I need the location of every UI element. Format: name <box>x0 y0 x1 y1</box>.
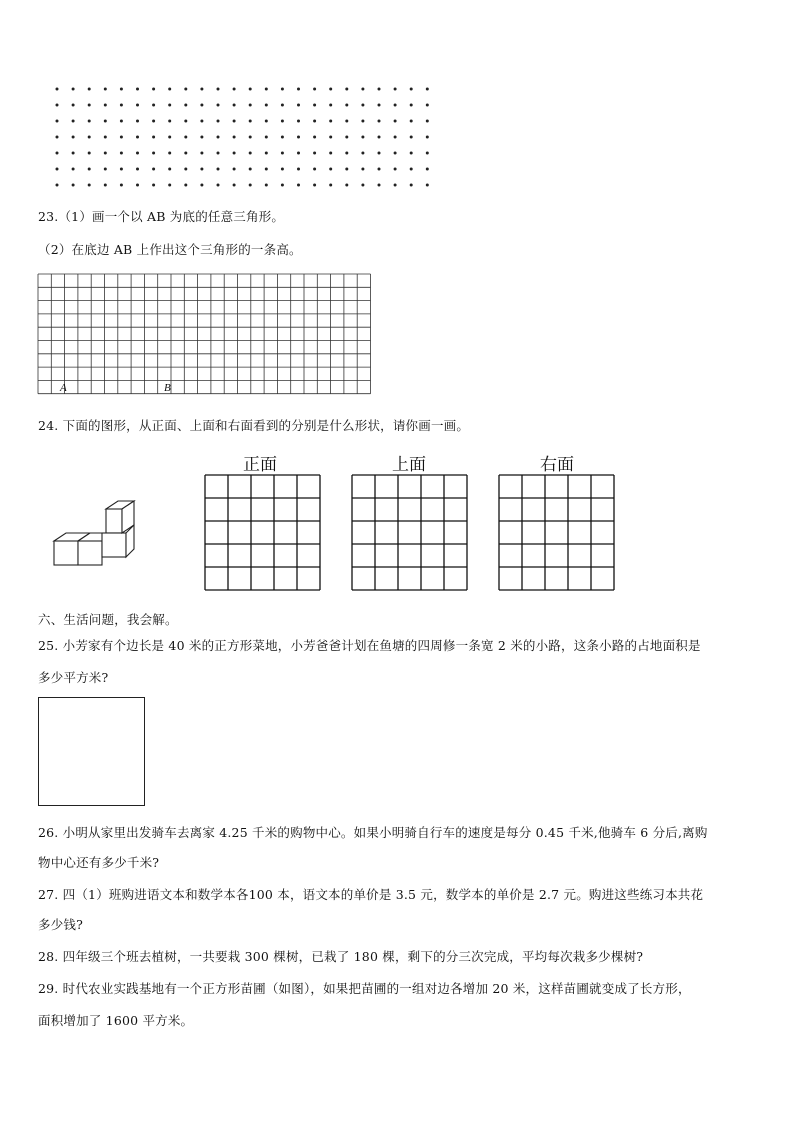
grid-dot <box>200 88 203 91</box>
grid-dot <box>72 168 75 171</box>
grid-dot <box>313 136 316 139</box>
grid-dot <box>378 88 381 91</box>
grid-dot <box>168 152 171 155</box>
grid-dot <box>233 104 236 107</box>
grid-dot <box>152 152 155 155</box>
grid-dot <box>104 88 107 91</box>
grid-dot <box>152 136 155 139</box>
grid-dot <box>329 152 332 155</box>
view-top-title: 上面 <box>392 455 426 475</box>
front-view-grid <box>204 474 321 592</box>
grid-dot <box>88 184 91 187</box>
grid-dot <box>361 152 364 155</box>
grid-dot <box>120 136 123 139</box>
grid-dot <box>88 168 91 171</box>
grid-dot <box>426 168 429 171</box>
grid-dot <box>410 168 413 171</box>
grid-dot <box>313 152 316 155</box>
grid-dot <box>378 104 381 107</box>
grid-dot <box>345 136 348 139</box>
grid-dot <box>265 168 268 171</box>
grid-dot <box>426 136 429 139</box>
grid-dot <box>104 120 107 123</box>
grid-dot <box>200 184 203 187</box>
grid-dot <box>152 104 155 107</box>
grid-dot <box>200 104 203 107</box>
grid-dot <box>394 88 397 91</box>
grid-dot <box>329 88 332 91</box>
grid-dot <box>56 168 59 171</box>
grid-dot <box>329 136 332 139</box>
grid-dot <box>249 88 252 91</box>
grid-dot <box>56 184 59 187</box>
grid-dot <box>410 152 413 155</box>
q26-line1: 26. 小明从家里出发骑车去离家 4.25 千米的购物中心。如果小明骑自行车的速度是每分 0.45 千米,他骑车 6 分后,离购 <box>38 825 708 840</box>
grid-dot <box>361 120 364 123</box>
grid-dot <box>410 88 413 91</box>
q23-line2: （2）在底边 AB 上作出这个三角形的一条高。 <box>38 242 302 257</box>
q25-line1: 25. 小芳家有个边长是 40 米的正方形菜地，小芳爸爸计划在鱼塘的四周修一条宽 2 米的小路，这条小路的占地面积是 <box>38 638 701 653</box>
grid-dot <box>345 104 348 107</box>
grid-dot <box>249 120 252 123</box>
grid-dot <box>152 184 155 187</box>
grid-dot <box>249 152 252 155</box>
grid-dot <box>136 120 139 123</box>
grid-dot <box>249 104 252 107</box>
grid-dot <box>217 120 220 123</box>
grid-dot <box>168 104 171 107</box>
grid-dot <box>329 168 332 171</box>
grid-point-a-label: A <box>60 382 67 394</box>
grid-dot <box>313 88 316 91</box>
grid-dot <box>313 184 316 187</box>
grid-dot <box>104 136 107 139</box>
grid-dot <box>394 168 397 171</box>
square-grid <box>38 274 374 398</box>
grid-dot <box>120 88 123 91</box>
grid-dot <box>72 88 75 91</box>
grid-dot <box>345 168 348 171</box>
grid-dot <box>152 120 155 123</box>
grid-dot <box>217 152 220 155</box>
grid-dot <box>120 184 123 187</box>
grid-dot <box>249 136 252 139</box>
grid-dot <box>265 88 268 91</box>
grid-dot <box>120 168 123 171</box>
grid-dot <box>361 104 364 107</box>
q26-line2: 物中心还有多少千米? <box>38 855 160 870</box>
grid-dot <box>378 120 381 123</box>
grid-dot <box>313 104 316 107</box>
grid-dot <box>72 120 75 123</box>
grid-dot <box>394 136 397 139</box>
grid-dot <box>426 104 429 107</box>
grid-dot <box>136 136 139 139</box>
grid-dot <box>345 184 348 187</box>
grid-dot <box>281 184 284 187</box>
grid-dot <box>233 88 236 91</box>
grid-dot <box>378 152 381 155</box>
grid-dot <box>168 136 171 139</box>
grid-dot <box>217 88 220 91</box>
grid-dot <box>345 120 348 123</box>
grid-dot <box>410 136 413 139</box>
grid-dot <box>313 168 316 171</box>
grid-point-b-label: B <box>164 382 171 394</box>
q29-line2: 面积增加了 1600 平方米。 <box>38 1013 194 1028</box>
view-front-title: 正面 <box>243 455 277 475</box>
grid-dot <box>168 88 171 91</box>
grid-dot <box>168 120 171 123</box>
q28-line1: 28. 四年级三个班去植树，一共要栽 300 棵树，已栽了 180 棵，剩下的分三次完成，平均每次栽多少棵树? <box>38 949 644 964</box>
grid-dot <box>88 88 91 91</box>
grid-dot <box>265 184 268 187</box>
grid-dot <box>394 104 397 107</box>
grid-dot <box>72 136 75 139</box>
grid-dot <box>361 88 364 91</box>
grid-dot <box>184 88 187 91</box>
grid-dot <box>410 104 413 107</box>
grid-dot <box>136 152 139 155</box>
grid-dot <box>265 120 268 123</box>
grid-dot <box>104 168 107 171</box>
grid-dot <box>56 152 59 155</box>
grid-dot <box>426 120 429 123</box>
grid-dot <box>394 120 397 123</box>
q27-line1: 27. 四（1）班购进语文本和数学本各100 本，语文本的单价是 3.5 元，数学本的单价是 2.7 元。购进这些练习本共花 <box>38 887 704 902</box>
grid-dot <box>217 168 220 171</box>
grid-dot <box>426 152 429 155</box>
q25-line2: 多少平方米? <box>38 670 109 685</box>
grid-dot <box>361 136 364 139</box>
grid-dot <box>104 104 107 107</box>
grid-dot <box>281 152 284 155</box>
grid-dot <box>426 184 429 187</box>
grid-dot <box>233 136 236 139</box>
grid-dot <box>361 168 364 171</box>
grid-dot <box>394 184 397 187</box>
grid-dot <box>136 184 139 187</box>
grid-dot <box>152 88 155 91</box>
grid-dot <box>410 184 413 187</box>
grid-dot <box>281 120 284 123</box>
grid-dot <box>378 184 381 187</box>
grid-dot <box>72 104 75 107</box>
q24-text: 24. 下面的图形，从正面、上面和右面看到的分别是什么形状，请你画一画。 <box>38 418 470 433</box>
grid-dot <box>265 152 268 155</box>
grid-dot <box>378 136 381 139</box>
grid-dot <box>378 168 381 171</box>
grid-dot <box>233 168 236 171</box>
grid-dot <box>56 104 59 107</box>
grid-dot <box>233 120 236 123</box>
grid-dot <box>56 88 59 91</box>
grid-dot <box>184 184 187 187</box>
grid-dot <box>345 88 348 91</box>
grid-dot <box>297 136 300 139</box>
q27-line2: 多少钱? <box>38 917 84 932</box>
grid-dot <box>410 120 413 123</box>
grid-dot <box>265 136 268 139</box>
grid-dot <box>281 168 284 171</box>
dot-grid <box>0 0 794 200</box>
grid-dot <box>345 152 348 155</box>
grid-dot <box>361 184 364 187</box>
grid-dot <box>329 120 332 123</box>
grid-dot <box>72 184 75 187</box>
grid-dot <box>281 104 284 107</box>
grid-dot <box>184 152 187 155</box>
grid-dot <box>88 120 91 123</box>
grid-dot <box>265 104 268 107</box>
grid-dot <box>104 184 107 187</box>
grid-dot <box>297 88 300 91</box>
grid-dot <box>136 88 139 91</box>
grid-dot <box>329 184 332 187</box>
cube-front-face <box>78 541 102 565</box>
grid-dot <box>184 120 187 123</box>
grid-dot <box>297 152 300 155</box>
grid-dot <box>297 184 300 187</box>
grid-dot <box>120 104 123 107</box>
grid-dot <box>297 120 300 123</box>
grid-dot <box>217 136 220 139</box>
grid-dot <box>249 168 252 171</box>
q29-line1: 29. 时代农业实践基地有一个正方形苗圃（如图），如果把苗圃的一组对边各增加 20 米，这样苗圃就变成了长方形， <box>38 981 691 996</box>
grid-dot <box>249 184 252 187</box>
cube-front-face <box>106 509 122 533</box>
grid-dot <box>56 136 59 139</box>
section6-heading: 六、生活问题，我会解。 <box>38 612 178 627</box>
grid-dot <box>120 120 123 123</box>
grid-dot <box>56 120 59 123</box>
grid-dot <box>297 168 300 171</box>
grid-dot <box>217 104 220 107</box>
grid-dot <box>200 120 203 123</box>
grid-dot <box>200 152 203 155</box>
cube-front-face <box>102 533 126 557</box>
grid-dot <box>120 152 123 155</box>
grid-dot <box>329 104 332 107</box>
grid-dot <box>88 104 91 107</box>
q23-line1: 23.（1）画一个以 AB 为底的任意三角形。 <box>38 209 285 224</box>
grid-dot <box>72 152 75 155</box>
grid-dot <box>426 88 429 91</box>
grid-dot <box>281 88 284 91</box>
grid-dot <box>88 136 91 139</box>
grid-dot <box>200 136 203 139</box>
grid-dot <box>184 168 187 171</box>
grid-dot <box>136 104 139 107</box>
grid-dot <box>168 168 171 171</box>
top-view-grid <box>351 474 468 592</box>
grid-dot <box>233 184 236 187</box>
grid-dot <box>88 152 91 155</box>
grid-dot <box>200 168 203 171</box>
cube-figure <box>50 500 140 570</box>
grid-dot <box>104 152 107 155</box>
grid-dot <box>184 104 187 107</box>
grid-dot <box>394 152 397 155</box>
grid-dot <box>136 168 139 171</box>
grid-dot <box>313 120 316 123</box>
grid-dot <box>281 136 284 139</box>
square-field-figure <box>38 697 145 806</box>
grid-dot <box>297 104 300 107</box>
grid-dot <box>168 184 171 187</box>
grid-dot <box>217 184 220 187</box>
grid-dot <box>152 168 155 171</box>
cube-front-face <box>54 541 78 565</box>
grid-dot <box>184 136 187 139</box>
view-right-title: 右面 <box>540 455 574 475</box>
grid-dot <box>233 152 236 155</box>
right-view-grid <box>498 474 615 592</box>
